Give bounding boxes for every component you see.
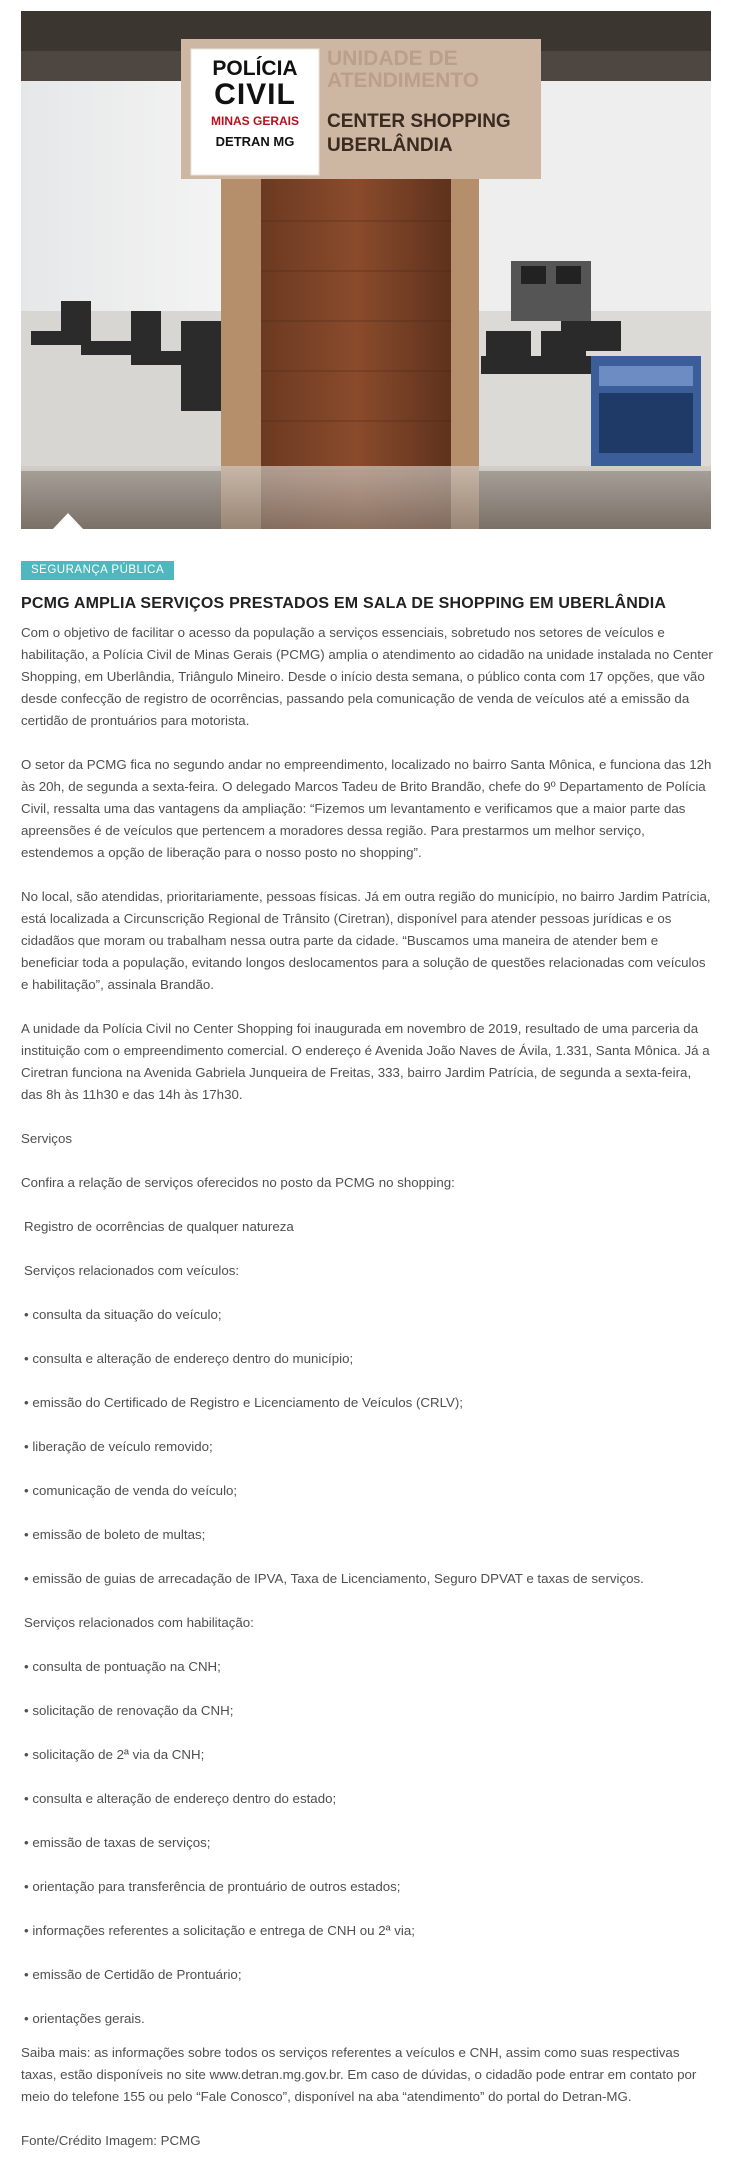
image-pointer-notch — [52, 513, 84, 530]
list-item: • orientações gerais. — [24, 2011, 145, 2026]
list-item: • solicitação de renovação da CNH; — [24, 1703, 234, 1718]
list-item: • consulta e alteração de endereço dentro do município; — [24, 1351, 354, 1366]
list-item: • comunicação de venda do veículo; — [24, 1483, 238, 1498]
list-item: • emissão de boleto de multas; — [24, 1527, 206, 1542]
sign-mall-line2: UBERLÂNDIA — [327, 135, 453, 156]
sign-police-line1: POLÍCIA — [212, 57, 298, 80]
detran-logo: DETRAN MG — [215, 134, 295, 149]
article-paragraph: O setor da PCMG fica no segundo andar no empreendimento, localizado no bairro Santa Mônica, e funciona das 12h às 20h, de segunda a sexta-feira. O delegado Marcos Tadeu de Brito Brandão, chefe do 9º Departamento de Polícia Civil, ressalta uma das vantagens da ampliação: “Fizemos um levantamento e verificamos que a maior parte das apreensões é de veículos que pertencem a moradores dessa região. Para prestarmos um melhor serviço, estendemos a opção de liberação para o nosso posto no shopping”. — [21, 757, 712, 860]
image-credit: Fonte/Crédito Imagem: PCMG — [21, 2133, 201, 2148]
list-item: • solicitação de 2ª via da CNH; — [24, 1747, 205, 1762]
list-item: Registro de ocorrências de qualquer natureza — [24, 1219, 294, 1234]
sign-unit-line1: UNIDADE DE — [327, 47, 458, 70]
article-title: PCMG AMPLIA SERVIÇOS PRESTADOS EM SALA DE SHOPPING EM UBERLÂNDIA — [21, 595, 667, 612]
list-item: • consulta e alteração de endereço dentro do estado; — [24, 1791, 337, 1806]
sign-unit-line2: ATENDIMENTO — [327, 69, 480, 92]
list-item: • emissão de taxas de serviços; — [24, 1835, 211, 1850]
article-paragraph: No local, são atendidas, prioritariamente, pessoas físicas. Já em outra região do município, no bairro Jardim Patrícia, está localizada a Circunscrição Regional de Trânsito (Ciretran), disponível para atender pessoas jurídicas e os cidadãos que moram ou trabalham nessa outra parte da cidade. “Buscamos uma maneira de atender bem e beneficiar toda a população, evitando longos deslocamentos para a solução de questões relacionadas com veículos e habilitação”, assinala Brandão. — [21, 889, 711, 992]
list-subheading: Serviços relacionados com veículos: — [24, 1263, 240, 1278]
list-item: • emissão do Certificado de Registro e Licenciamento de Veículos (CRLV); — [24, 1395, 463, 1410]
list-item: • orientação para transferência de prontuário de outros estados; — [24, 1879, 401, 1894]
article-hero-image — [21, 11, 711, 529]
category-tag[interactable]: SEGURANÇA PÚBLICA — [21, 561, 174, 580]
sign-police-line3: MINAS GERAIS — [210, 114, 299, 128]
list-item: • liberação de veículo removido; — [24, 1439, 213, 1454]
list-item: • consulta de pontuação na CNH; — [24, 1659, 221, 1674]
list-item: • emissão de guias de arrecadação de IPVA, Taxa de Licenciamento, Seguro DPVAT e taxas de serviços. — [24, 1571, 644, 1586]
list-item: • informações referentes a solicitação e entrega de CNH ou 2ª via; — [24, 1923, 415, 1938]
article-paragraph: Com o objetivo de facilitar o acesso da população a serviços essenciais, sobretudo nos setores de veículos e habilitação, a Polícia Civil de Minas Gerais (PCMG) amplia o atendimento ao cidadão na unidade instalada no Center Shopping, em Uberlândia, Triângulo Mineiro. Desde o início desta semana, o público conta com 17 opções, que vão desde confecção de registro de ocorrências, passando pela comunicação de venda de veículos até a emissão da certidão de prontuários para motorista. — [21, 625, 713, 728]
article-paragraph: A unidade da Polícia Civil no Center Shopping foi inaugurada em novembro de 2019, resultado de uma parceria da instituição com o empreendimento comercial. O endereço é Avenida João Naves de Ávila, 1.331, Santa Mônica. Já a Ciretran funciona na Avenida Gabriela Junqueira de Freitas, 333, bairro Jardim Patrícia, de segunda a sexta-feira, das 8h às 11h30 e das 14h às 17h30. — [21, 1021, 710, 1102]
list-subheading: Serviços relacionados com habilitação: — [24, 1615, 254, 1630]
sign-police-line2: CIVIL — [214, 78, 296, 111]
sign-mall-line1: CENTER SHOPPING — [327, 111, 511, 132]
article-paragraph: Confira a relação de serviços oferecidos no posto da PCMG no shopping: — [21, 1175, 455, 1190]
list-item: • consulta da situação do veículo; — [24, 1307, 222, 1322]
section-heading-servicos: Serviços — [21, 1131, 72, 1146]
list-item: • emissão de Certidão de Prontuário; — [24, 1967, 242, 1982]
footer-paragraph: Saiba mais: as informações sobre todos os serviços referentes a veículos e CNH, assim como suas respectivas taxas, estão disponíveis no site www.detran.mg.gov.br. Em caso de dúvidas, o cidadão pode entrar em contato por meio do telefone 155 ou pelo “Fale Conosco”, disponível na aba “atendimento” do portal do Detran-MG. — [21, 2045, 697, 2104]
